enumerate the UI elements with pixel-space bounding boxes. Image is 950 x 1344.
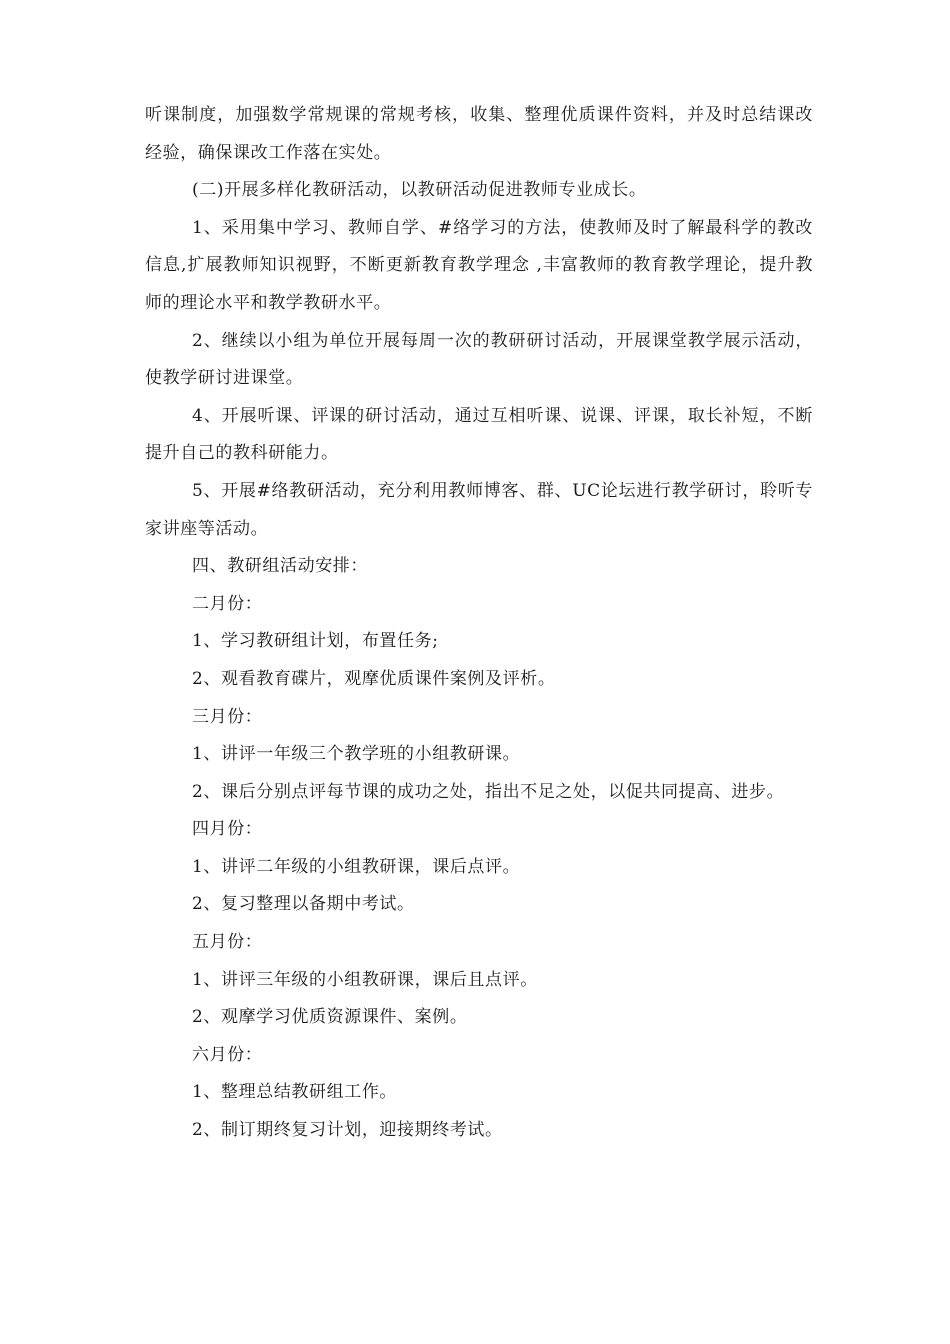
june-item-2: 2、制订期终复习计划，迎接期终考试。 <box>192 1120 503 1141</box>
document-body <box>145 97 813 1150</box>
may-item-2: 2、观摩学习优质资源课件、案例。 <box>192 1007 468 1028</box>
paragraph-item-4-lesson-review: 4、开展听课、评课的研讨活动，通过互相听课、说课、评课，取长补短，不断提升自己的教科研能力。 <box>145 405 813 464</box>
april-item-2: 2、复习整理以备期中考试。 <box>192 894 415 915</box>
june-item-1: 1、整理总结教研组工作。 <box>192 1082 398 1103</box>
month-june: 六月份： <box>192 1044 263 1065</box>
paragraph-section-two-heading: (二)开展多样化教研活动，以教研活动促进教师专业成长。 <box>192 180 647 201</box>
april-item-1: 1、讲评二年级的小组教研课，课后点评。 <box>192 856 521 877</box>
february-item-2: 2、观看教育碟片，观摩优质课件案例及评析。 <box>192 668 556 689</box>
heading-activity-schedule: 四、教研组活动安排： <box>192 556 368 577</box>
month-february: 二月份： <box>192 593 263 614</box>
paragraph-item-1-study: 1、采用集中学习、教师自学、#络学习的方法，使教师及时了解最科学的教改信息,扩展教师知识视野，不断更新教育教学理念 ,丰富教师的教育教学理论，提升教师的理论水平和教学教研水平。 <box>145 217 813 313</box>
month-may: 五月份： <box>192 932 263 953</box>
february-item-1: 1、学习教研组计划，布置任务; <box>192 631 439 652</box>
march-item-1: 1、讲评一年级三个教学班的小组教研课。 <box>192 744 521 765</box>
month-march: 三月份： <box>192 706 263 727</box>
may-item-1: 1、讲评三年级的小组教研课，课后且点评。 <box>192 969 538 990</box>
march-item-2: 2、课后分别点评每节课的成功之处，指出不足之处，以促共同提高、进步。 <box>192 781 785 802</box>
paragraph-teaching-system: 听课制度，加强数学常规课的常规考核，收集、整理优质课件资料，并及时总结课改经验，确保课改工作落在实处。 <box>145 105 813 163</box>
month-april: 四月份： <box>192 819 263 840</box>
paragraph-item-2-weekly: 2、继续以小组为单位开展每周一次的教研研讨活动，开展课堂教学展示活动，使教学研讨进课堂。 <box>145 330 813 389</box>
paragraph-item-5-online: 5、开展#络教研活动，充分利用教师博客、群、UC论坛进行教学研讨，聆听专家讲座等活动。 <box>145 480 813 539</box>
